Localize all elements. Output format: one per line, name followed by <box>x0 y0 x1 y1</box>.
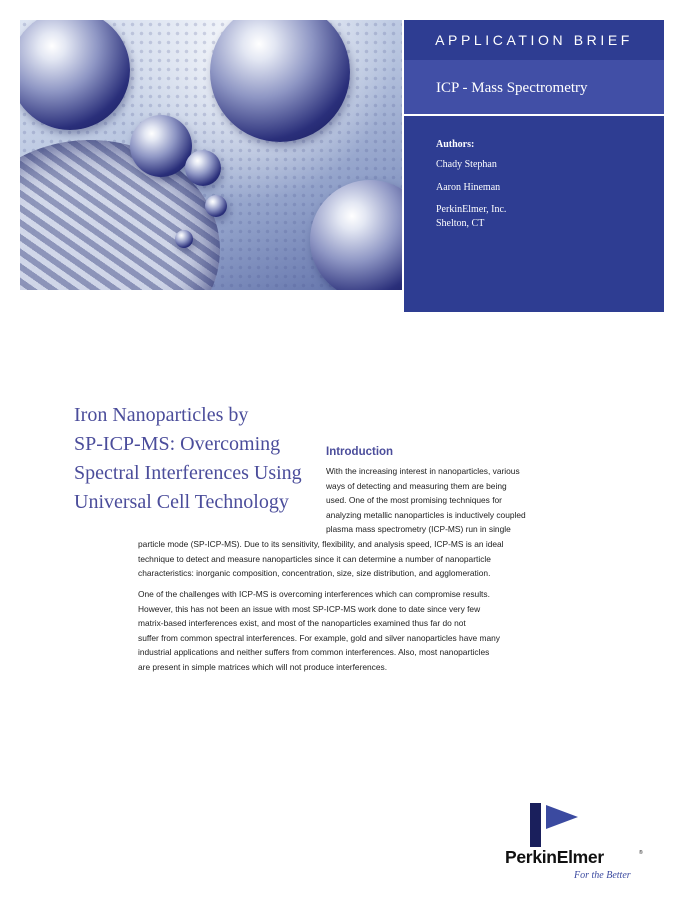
document-title <box>74 401 334 517</box>
hero-sphere-small-2 <box>205 195 227 217</box>
perkinelmer-logo-icon <box>528 803 580 847</box>
text-line: One of the challenges with ICP-MS is overcoming interferences which can compromise results. <box>138 589 490 599</box>
section-heading: Introduction <box>326 446 394 458</box>
text-line: ways of detecting and measuring them are being <box>326 480 507 491</box>
text-line: However, this has not been an issue with most SP-ICP-MS work done to date since very few <box>138 603 481 614</box>
hero-image <box>20 20 402 290</box>
category-title: ICP - Mass Spectrometry <box>436 80 588 96</box>
affiliation-line: PerkinElmer, Inc. <box>436 204 507 215</box>
hero-sphere-small-3 <box>175 230 193 248</box>
text-line: With the increasing interest in nanoparticles, various <box>326 466 520 476</box>
text-line: plasma mass spectrometry (ICP-MS) run in single <box>326 524 511 534</box>
text-line: particle mode (SP-ICP-MS). Due to its sensitivity, flexibility, and analysis speed, ICP-MS is an ideal <box>138 539 504 549</box>
text-line: analyzing metallic nanoparticles is inductively coupled <box>326 509 526 520</box>
text-line: characteristics: inorganic composition, concentration, size, size distribution, and agglomeration. <box>138 568 491 578</box>
title-line: Spectral Interferences Using <box>74 462 302 484</box>
hero-sphere-small-1 <box>185 150 221 186</box>
author-name: Aaron Hineman <box>436 182 501 193</box>
author-name: Chady Stephan <box>436 159 497 170</box>
logo-registered-mark: ® <box>639 850 643 856</box>
intro-paragraph-continued <box>138 537 568 581</box>
logo-tagline: For the Better <box>574 870 631 881</box>
text-line: technique to detect and measure nanoparticles since it can determine a number of nanoparticle <box>138 553 491 564</box>
text-line: are present in simple matrices which will not produce interferences. <box>138 661 388 672</box>
logo-wordmark: PerkinElmer <box>505 847 604 867</box>
hero-sphere-middle <box>130 115 192 177</box>
title-line: SP-ICP-MS: Overcoming <box>74 433 281 455</box>
second-paragraph <box>138 587 568 674</box>
text-line: suffer from common spectral interferences. For example, gold and silver nanoparticles have many <box>138 632 500 643</box>
affiliation-line: Shelton, CT <box>436 218 485 229</box>
document-type-badge: APPLICATION BRIEF <box>435 32 633 48</box>
title-line: Iron Nanoparticles by <box>74 404 249 426</box>
title-line: Universal Cell Technology <box>74 491 289 513</box>
authors-label: Authors: <box>436 139 475 150</box>
intro-paragraph-column <box>326 464 556 537</box>
text-line: industrial applications and neither suffers from common interferences. Also, most nanoparticles <box>138 647 490 657</box>
text-line: used. One of the most promising techniques for <box>326 495 502 505</box>
text-line: matrix-based interferences exist, and most of the nanoparticles examined thus far do not <box>138 618 466 628</box>
